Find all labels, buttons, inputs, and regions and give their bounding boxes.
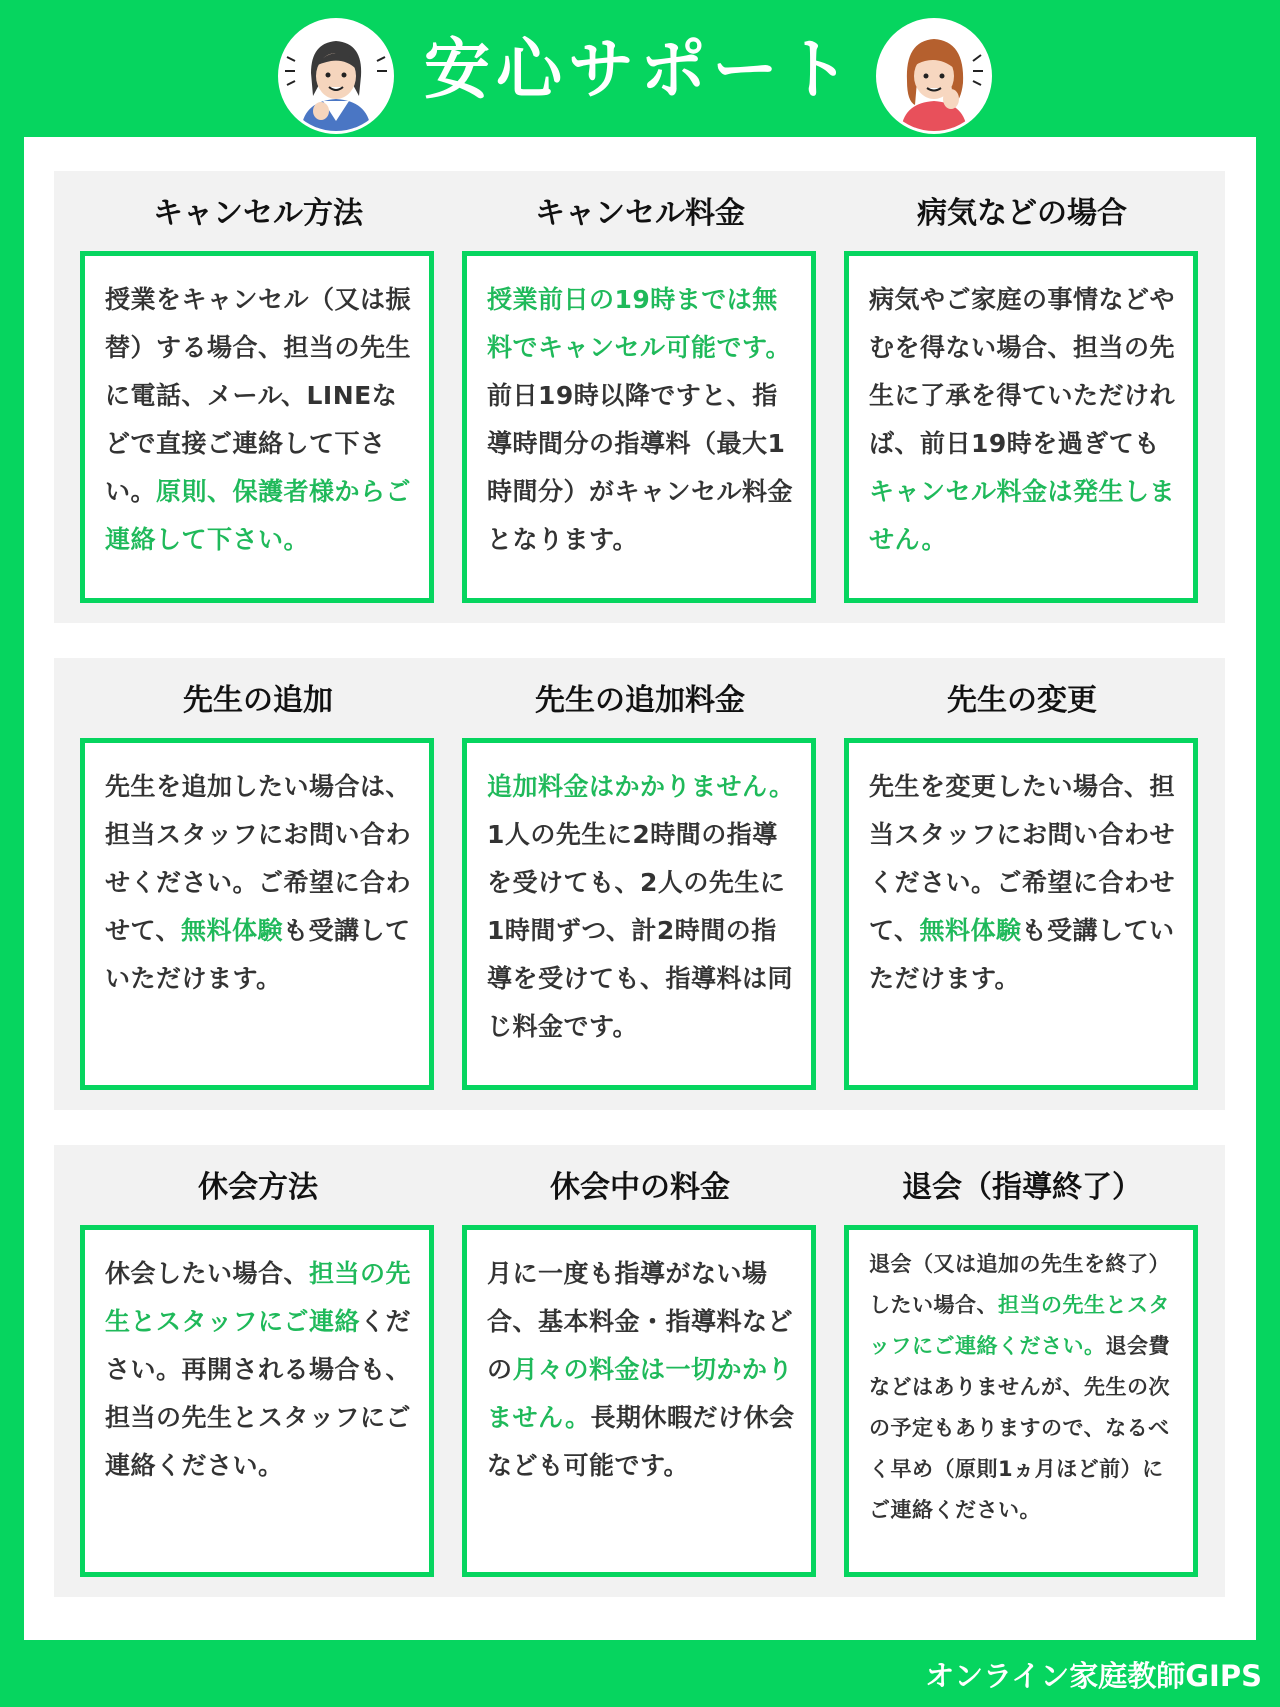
card-title: 退会（指導終了） [902, 1170, 1142, 1205]
card-title: 先生の追加 [183, 683, 333, 718]
card-text: 追加料金はかかりません。1人の先生に2時間の指導を受けても、2人の先生に1時間ずつ、計2時間の指導を受けても、指導料は同じ料金です。 [487, 772, 795, 1041]
info-column [462, 1145, 818, 1597]
section-teacher [54, 658, 1225, 1110]
card-text: 授業前日の19時までは無料でキャンセル可能です。前日19時以降ですと、指導時間分の指導料（最大1時間分）がキャンセル料金となります。 [487, 285, 794, 554]
card-title: 先生の追加料金 [535, 683, 745, 718]
brand-name: オンライン家庭教師GIPS [925, 1659, 1262, 1693]
card-title: 先生の変更 [947, 683, 1097, 718]
card-text: 退会（又は追加の先生を終了）したい場合、担当の先生とスタッフにご連絡ください。退会費などはありませんが、先生の次の予定もありますので、なるべく早め（原則1ヵ月ほど前）にご連絡ください。 [869, 1252, 1170, 1522]
card-text: 病気やご家庭の事情などやむを得ない場合、担当の先生に了承を得ていただければ、前日19時を過ぎてもキャンセル料金は発生しません。 [869, 285, 1176, 554]
woman-illustration-right [876, 18, 992, 134]
card-title: 病気などの場合 [917, 196, 1127, 231]
info-card [844, 738, 1198, 1090]
info-card [80, 251, 434, 603]
page-title: 安心サポート [424, 31, 856, 108]
info-card [844, 251, 1198, 603]
info-card [844, 1225, 1198, 1577]
woman-illustration-left [278, 18, 394, 134]
info-card [462, 1225, 816, 1577]
info-column [844, 1145, 1200, 1597]
info-column [844, 658, 1200, 1110]
content-panel [24, 137, 1256, 1640]
card-text: 先生を追加したい場合は、担当スタッフにお問い合わせください。ご希望に合わせて、無料体験も受講していただけます。 [105, 772, 412, 993]
section-cancel [54, 171, 1225, 623]
info-column [80, 1145, 436, 1597]
card-title: キャンセル料金 [535, 196, 745, 231]
card-title: キャンセル方法 [153, 196, 363, 231]
info-column [80, 171, 436, 623]
info-column [844, 171, 1200, 623]
section-pause [54, 1145, 1225, 1597]
card-text: 先生を変更したい場合、担当スタッフにお問い合わせください。ご希望に合わせて、無料体験も受講していただけます。 [869, 772, 1176, 993]
info-card [462, 251, 816, 603]
header [0, 0, 1280, 135]
card-text: 授業をキャンセル（又は振替）する場合、担当の先生に電話、メール、LINEなどで直接ご連絡して下さい。原則、保護者様からご連絡して下さい。 [105, 285, 412, 554]
info-column [462, 658, 818, 1110]
info-card [80, 738, 434, 1090]
info-card [80, 1225, 434, 1577]
card-text: 月に一度も指導がない場合、基本料金・指導料などの月々の料金は一切かかりません。長期休暇だけ休会なども可能です。 [487, 1259, 795, 1480]
card-text: 休会したい場合、担当の先生とスタッフにご連絡ください。再開される場合も、担当の先生とスタッフにご連絡ください。 [105, 1259, 412, 1480]
info-column [462, 171, 818, 623]
info-column [80, 658, 436, 1110]
card-title: 休会方法 [198, 1170, 318, 1205]
info-card [462, 738, 816, 1090]
card-title: 休会中の料金 [550, 1170, 730, 1205]
